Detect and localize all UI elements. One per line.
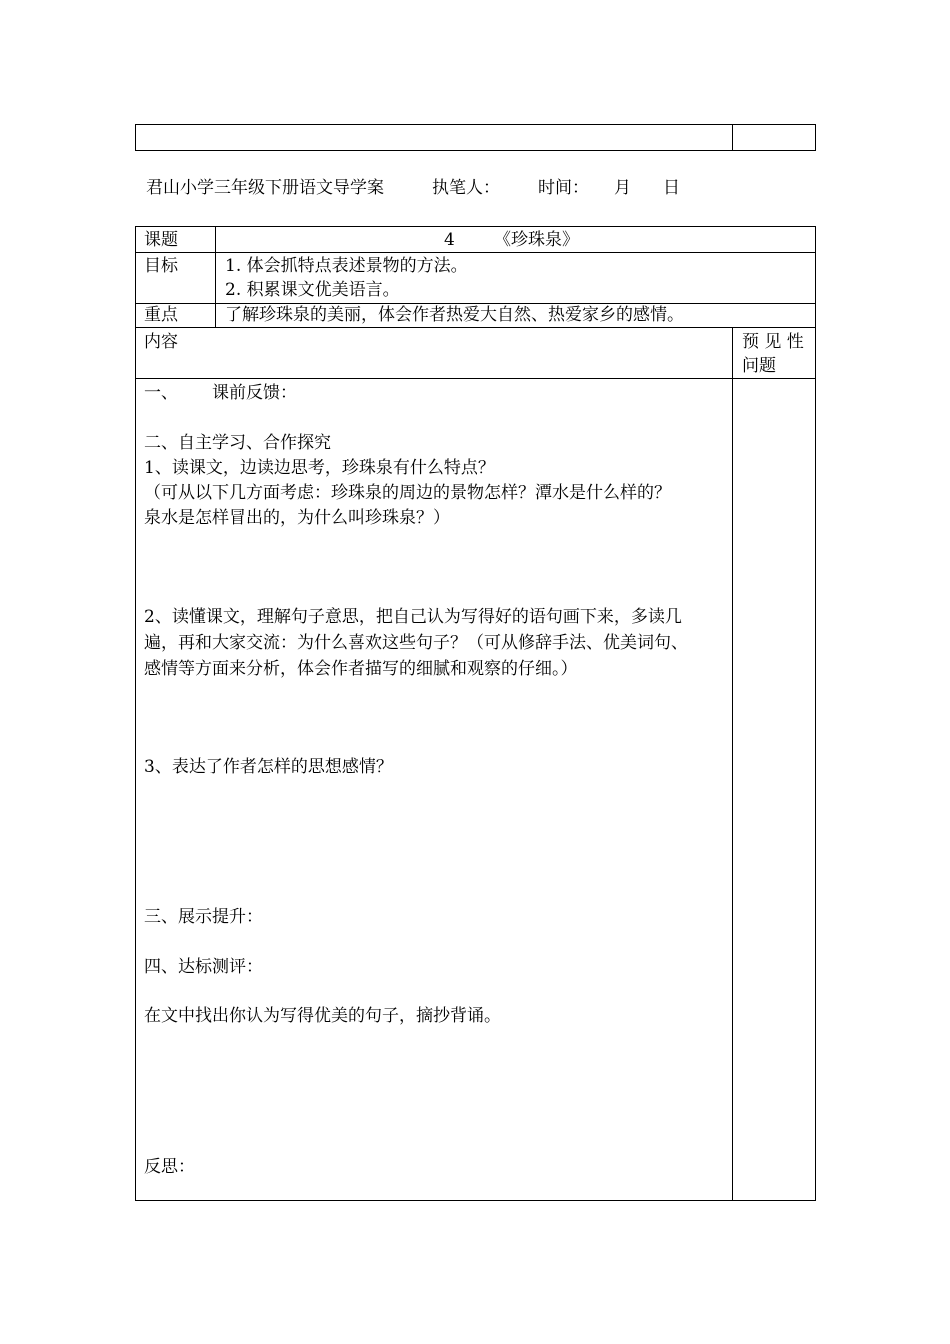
time-label: 时间： [538, 178, 589, 198]
main-table [135, 226, 816, 1201]
row-divider-content-header [135, 378, 816, 379]
preview-column-divider [732, 327, 733, 1201]
goal-item-1: 1. 体会抓特点表述景物的方法。 [225, 256, 468, 276]
top-empty-table [135, 124, 816, 151]
label-column-divider [215, 226, 216, 327]
month-label: 月 [614, 178, 631, 198]
preview-label-line1: 预 见 性 [742, 332, 804, 352]
reflection-label: 反思： [144, 1157, 195, 1177]
question-3: 3、表达了作者怎样的思想感情？ [144, 757, 393, 777]
question-2-line1: 2、读懂课文，理解句子意思，把自己认为写得好的语句画下来，多读几 [144, 607, 682, 627]
lesson-number: 4 [444, 230, 455, 250]
section-3-heading: 三、展示提升： [144, 907, 263, 927]
question-2-line3: 感情等方面来分析，体会作者描写的细腻和观察的仔细。） [144, 659, 578, 679]
section-1-heading: 课前反馈： [212, 383, 297, 403]
focus-label: 重点 [144, 305, 178, 325]
content-label: 内容 [144, 332, 178, 352]
goal-label: 目标 [144, 256, 178, 276]
section-4-heading: 四、达标测评： [144, 957, 263, 977]
lesson-title: 《珍珠泉》 [494, 230, 579, 250]
question-1-line3: 泉水是怎样冒出的，为什么叫珍珠泉？） [144, 508, 450, 528]
focus-text: 了解珍珠泉的美丽，体会作者热爱大自然、热爱家乡的感情。 [225, 305, 684, 325]
question-1-line1: 1、读课文，边读边思考，珍珠泉有什么特点？ [144, 458, 495, 478]
school-title: 君山小学三年级下册语文导学案 [146, 178, 384, 198]
question-1-line2: （可从以下几方面考虑：珍珠泉的周边的景物怎样？潭水是什么样的？ [144, 483, 671, 503]
preview-label-line2: 问题 [742, 356, 776, 376]
section-1-number: 一、 [144, 383, 178, 403]
topic-label: 课题 [144, 230, 178, 250]
goal-item-2: 2. 积累课文优美语言。 [225, 280, 400, 300]
section-2-heading: 二、自主学习、合作探究 [144, 433, 331, 453]
author-label: 执笔人： [432, 178, 500, 198]
day-label: 日 [663, 178, 680, 198]
question-2-line2: 遍，再和大家交流：为什么喜欢这些句子？（可从修辞手法、优美词句、 [144, 633, 688, 653]
section-4-task: 在文中找出你认为写得优美的句子，摘抄背诵。 [144, 1006, 501, 1026]
top-table-divider [732, 124, 733, 151]
